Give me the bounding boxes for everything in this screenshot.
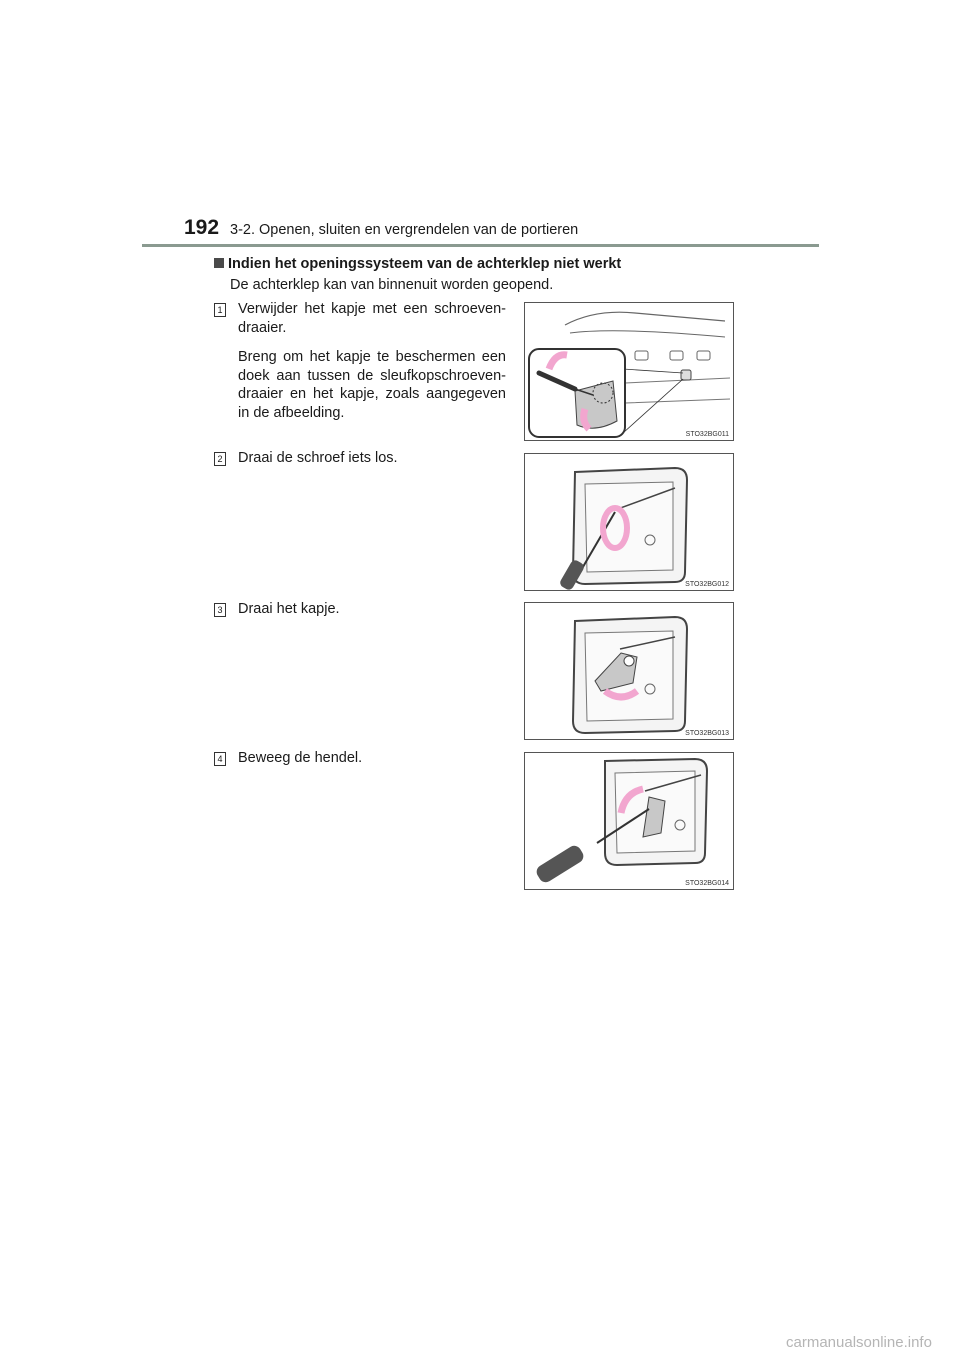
loosen-screw-illustration bbox=[525, 454, 733, 590]
figure-code-4: STO32BG014 bbox=[685, 880, 729, 887]
watermark: carmanualsonline.info bbox=[786, 1334, 932, 1351]
chapter-title: 3-2. Openen, sluiten en vergrendelen van de portieren bbox=[230, 222, 579, 238]
step-1-text bbox=[238, 300, 506, 422]
step-1-note: Breng om het kapje te beschermen een doek aan tussen de sleufkopschroeven-draaier en het kapje, zoals aangegeven in de afbeelding. bbox=[238, 349, 506, 421]
figure-code-2: STO32BG012 bbox=[685, 581, 729, 588]
step-2-text: Draai de schroef iets los. bbox=[238, 450, 398, 466]
remove-cap-illustration bbox=[525, 303, 733, 440]
header-rule bbox=[142, 244, 819, 247]
step-number-3: 3 bbox=[214, 603, 226, 617]
turn-cap-illustration bbox=[525, 603, 733, 739]
figure-step-2 bbox=[524, 453, 734, 591]
page-number: 192 bbox=[184, 216, 220, 239]
bullet-square-icon bbox=[214, 258, 224, 268]
step-1-instruction: Verwijder het kapje met een schroeven-draaier. bbox=[238, 301, 506, 336]
step-number-2: 2 bbox=[214, 452, 226, 466]
section-heading-text: Indien het openingssysteem van de achterklep niet werkt bbox=[228, 256, 622, 272]
figure-step-3 bbox=[524, 602, 734, 740]
figure-step-1 bbox=[524, 302, 734, 441]
move-lever-illustration bbox=[525, 753, 733, 889]
step-number-1: 1 bbox=[214, 303, 226, 317]
figure-step-4 bbox=[524, 752, 734, 890]
figure-code-1: STO32BG011 bbox=[685, 431, 729, 438]
section-heading bbox=[214, 256, 621, 272]
figure-code-3: STO32BG013 bbox=[685, 730, 729, 737]
step-number-4: 4 bbox=[214, 752, 226, 766]
step-4-text: Beweeg de hendel. bbox=[238, 750, 363, 766]
step-3-text: Draai het kapje. bbox=[238, 601, 340, 617]
section-intro: De achterklep kan van binnenuit worden geopend. bbox=[230, 277, 554, 293]
